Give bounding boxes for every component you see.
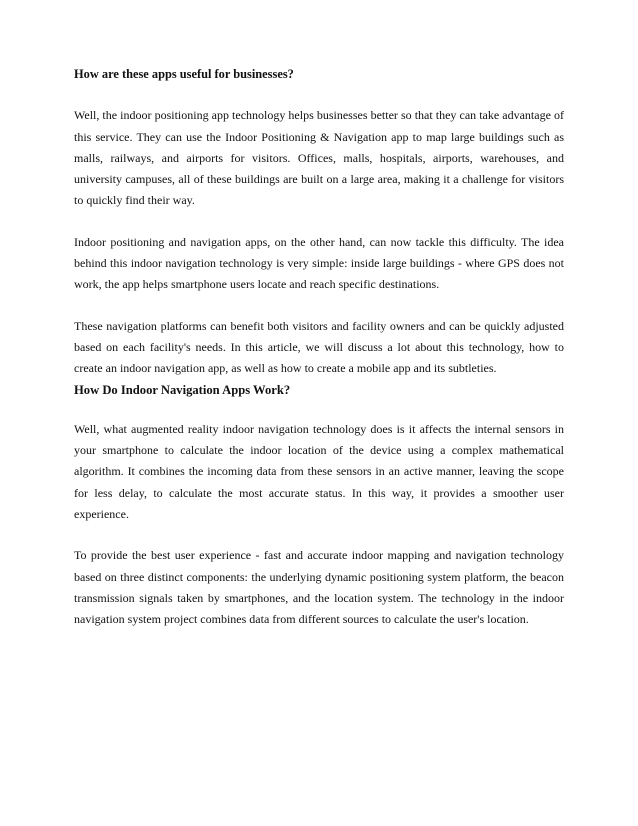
paragraph-indoor-difficulty: Indoor positioning and navigation apps, on the other hand, can now tackle this difficulty. The idea behind this indoor navigation technology is very simple: inside large buildings - where GPS does not work, the app helps smartphone users locate and reach specific destinations.: [74, 234, 564, 292]
section-heading-how-it-works: How Do Indoor Navigation Apps Work?: [74, 382, 291, 397]
section-heading-business-use: How are these apps useful for businesses?: [74, 67, 294, 81]
paragraph-platform-benefits: These navigation platforms can benefit both visitors and facility owners and can be quickly adjusted based on each facility's needs. In this article, we will discuss a lot about this technology, how to create an indoor navigation app, as well as how to create a mobile app and its subtleties.: [74, 318, 564, 376]
document-body: [74, 64, 564, 651]
paragraph-sensor-technology: Well, what augmented reality indoor navigation technology does is it affects the internal sensors in your smartphone to calculate the indoor location of the device using a complex mathematical algorithm. It combines the incoming data from these sensors in an active manner, leaving the scope for less delay, to calculate the most accurate status. In this way, it provides a smoother user experience.: [74, 421, 564, 522]
paragraph-business-intro: Well, the indoor positioning app technology helps businesses better so that they can take advantage of this service. They can use the Indoor Positioning & Navigation app to map large buildings such as malls, railways, and airports for visitors. Offices, malls, hospitals, airports, warehouses, and university campuses, all of these buildings are built on a large area, making it a challenge for visitors to quickly find their way.: [74, 108, 564, 208]
paragraph-three-components: To provide the best user experience - fast and accurate indoor mapping and navigation technology based on three distinct components: the underlying dynamic positioning system platform, the beacon transmission signals taken by smartphones, and the location system. The technology in the indoor navigation system project combines data from different sources to calculate the user's location.: [74, 548, 564, 627]
